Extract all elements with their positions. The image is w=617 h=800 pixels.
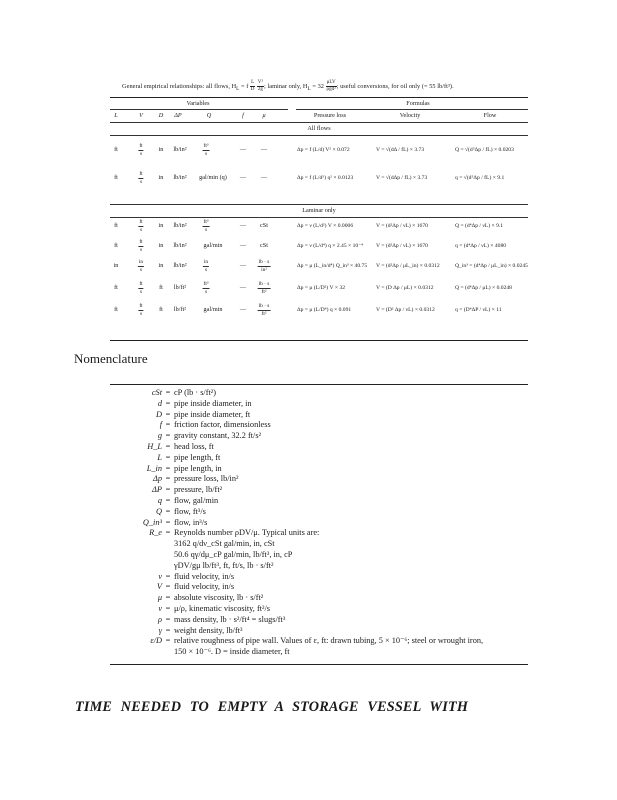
row-6-l: ft xyxy=(114,306,118,313)
row-2-mu: cSt xyxy=(260,222,268,229)
row-5-flow-formula: Q = (d⁴Δp / μL) × 0.0248 xyxy=(455,285,512,291)
caption-frac-2: $\frac{\text{V²}}{2g}$ xyxy=(257,80,264,92)
equals-sign: = xyxy=(165,593,171,603)
row-1-l: ft xyxy=(114,174,118,181)
row-5-dp: lb/ft² xyxy=(173,284,187,291)
nomenclature-definition: flow, in³/s xyxy=(174,517,208,527)
row-0-mu: — xyxy=(260,146,268,153)
row-5-d: ft xyxy=(159,284,163,291)
row-6-v: $\frac{ft}{s}$ xyxy=(139,303,143,317)
row-3-pressure-formula: Δp = ν (L/d⁴) q × 2.45 × 10⁻⁴ xyxy=(297,243,364,249)
nomenclature-symbol: ε/D xyxy=(150,636,162,646)
rule-formulas xyxy=(296,109,528,110)
row-4-f: — xyxy=(239,262,247,269)
row-2-l: ft xyxy=(114,222,118,229)
equals-sign: = xyxy=(165,409,171,419)
row-4-velocity-formula: V = (d²Δp / μL_in) × 0.0312 xyxy=(376,263,440,269)
rule-top xyxy=(110,97,528,98)
caption-sub-l: L xyxy=(236,86,240,93)
col-flow: Flow xyxy=(483,112,497,119)
row-2-velocity-formula: V = (d²Δp / νL) × 1670 xyxy=(376,223,428,229)
nomenclature-entry xyxy=(110,636,483,647)
col-q: Q xyxy=(206,112,212,119)
row-6-mu: $\frac{lb \cdot s}{\text{ft²}}$ xyxy=(258,303,270,317)
caption-frac-3: $\frac{\text{μLV}}{\text{ρgd²}}$ xyxy=(326,80,336,92)
rule-laminar xyxy=(110,217,528,218)
group-formulas: Formulas xyxy=(406,100,430,107)
nomenclature-entry xyxy=(110,410,250,421)
caption-suffix: ; useful conversions, for oil only (= 55 lb/ft³). xyxy=(336,82,454,90)
row-0-dp: lb/in² xyxy=(173,146,187,153)
nomenclature-entry xyxy=(110,539,275,550)
row-6-f: — xyxy=(239,306,247,313)
row-1-mu: — xyxy=(260,174,268,181)
nomenclature-symbol: D xyxy=(156,409,162,419)
nomenclature-entry xyxy=(110,420,271,431)
row-6-flow-formula: q = (D⁴ΔP / νL) × 11 xyxy=(455,307,502,313)
nomenclature-definition: 3162 q/dν_cSt gal/min, in, cSt xyxy=(174,539,275,549)
nomenclature-symbol: ν xyxy=(158,604,162,613)
nomenclature-definition: mass density, lb · s²/ft⁴ = slugs/ft³ xyxy=(174,614,286,624)
equals-sign: = xyxy=(165,582,171,592)
row-1-f: — xyxy=(239,174,247,181)
nomenclature-symbol: ΔP xyxy=(152,485,162,495)
nomenclature-symbol: q xyxy=(157,496,162,505)
section-all-flows: All flows xyxy=(307,125,331,132)
nomenclature-entry xyxy=(110,474,238,485)
table-caption xyxy=(122,80,454,93)
row-4-mu: $\frac{lb \cdot s}{\text{in²}}$ xyxy=(258,259,270,273)
col-l: L xyxy=(114,112,118,119)
row-3-mu: cSt xyxy=(260,242,268,249)
equals-sign: = xyxy=(165,517,171,527)
equals-sign: = xyxy=(165,506,171,516)
row-2-d: in xyxy=(158,222,164,229)
nomenclature-entry xyxy=(110,442,214,453)
group-variables: Variables xyxy=(186,100,210,107)
nomenclature-definition: head loss, ft xyxy=(174,442,214,451)
caption-frac-1: $\frac{L}{D}$ xyxy=(250,80,255,92)
row-5-l: ft xyxy=(114,284,118,291)
row-0-velocity-formula: V = √(dΔ / fL) × 3.73 xyxy=(376,147,425,153)
row-3-v: $\frac{ft}{s}$ xyxy=(139,239,143,253)
nomenclature-entry xyxy=(110,399,252,410)
nomenclature-symbol: v xyxy=(158,571,162,581)
nomenclature-definition: pressure, lb/ft² xyxy=(174,485,223,495)
row-4-v: $\frac{in}{s}$ xyxy=(138,259,144,273)
nomenclature-definition: flow, ft³/s xyxy=(174,506,206,516)
equals-sign: = xyxy=(165,388,171,397)
row-1-dp: lb/in² xyxy=(173,174,187,181)
row-0-pressure-formula: Δp = f (L/d) V² × 0.072 xyxy=(297,147,350,153)
row-3-q: gal/min xyxy=(203,242,223,249)
col-dp: ΔP xyxy=(174,112,182,119)
section-laminar-only: Laminar only xyxy=(302,207,336,214)
nomenclature-entry xyxy=(110,572,234,583)
row-0-flow-formula: Q = √(d⁵Δp / fL) × 0.0203 xyxy=(455,147,514,153)
row-6-pressure-formula: Δp = μ (L/D⁴) q × 0.091 xyxy=(297,307,352,313)
row-0-l: ft xyxy=(114,146,118,153)
col-velocity: Velocity xyxy=(399,112,421,119)
nomenclature-symbol: L xyxy=(157,452,162,462)
nomenclature-definition: weight density, lb/ft³ xyxy=(174,625,243,635)
nomenclature-symbol: cSt xyxy=(151,388,162,397)
row-3-f: — xyxy=(239,242,247,249)
equals-sign: = xyxy=(165,604,171,613)
row-0-q: $\frac{\text{ft³}}{s}$ xyxy=(203,143,209,157)
nomenclature-entry xyxy=(110,388,216,399)
nomenclature-image xyxy=(110,384,528,666)
row-1-q: gal/min (q) xyxy=(199,174,227,181)
rule-bottom xyxy=(110,340,528,341)
row-1-flow-formula: q = √(d⁵Δp / fL) × 9.1 xyxy=(455,175,505,181)
nomenclature-definition: pipe inside diameter, ft xyxy=(174,409,251,419)
nomen-rule-top xyxy=(110,384,528,385)
col-f: f xyxy=(242,112,244,119)
row-6-velocity-formula: V = (D² Δp / νL) × 0.0312 xyxy=(376,307,435,313)
equals-sign: = xyxy=(165,528,171,538)
row-4-flow-formula: Q_in³ = (d⁴Δp / μL_in) × 0.0245 xyxy=(455,263,528,269)
nomenclature-entry xyxy=(110,453,220,464)
equals-sign: = xyxy=(165,625,171,635)
col-d: D xyxy=(158,112,164,119)
nomenclature-entry xyxy=(110,431,261,442)
equals-sign: = xyxy=(165,463,171,473)
nomenclature-definition: pipe length, in xyxy=(174,463,222,473)
row-3-l: ft xyxy=(114,242,118,249)
nomenclature-definition: relative roughness of pipe wall. Values of ε, ft: drawn tubing, 5 × 10⁻⁶; steel or wrought iron, xyxy=(174,636,484,646)
nomenclature-symbol: Q_in³ xyxy=(142,517,162,527)
caption-sub-l-2: L xyxy=(307,86,311,93)
nomenclature-definition: flow, gal/min xyxy=(174,496,219,505)
nomenclature-entry xyxy=(110,507,206,518)
nomenclature-symbol: μ xyxy=(157,593,162,603)
row-0-f: — xyxy=(239,146,247,153)
equals-sign: = xyxy=(165,636,171,646)
caption-prefix: General empirical relationships: all flows, H xyxy=(122,82,237,90)
nomenclature-definition: 150 × 10⁻⁶. D = inside diameter, ft xyxy=(174,647,290,657)
nomenclature-definition: fluid velocity, in/s xyxy=(174,571,235,581)
row-2-dp: lb/in² xyxy=(173,222,187,229)
equals-sign: = xyxy=(165,485,171,495)
row-5-v: $\frac{ft}{s}$ xyxy=(139,281,143,295)
row-0-v: $\frac{ft}{s}$ xyxy=(139,143,143,157)
rule-laminar-top xyxy=(110,204,528,205)
row-5-pressure-formula: Δp = μ (L/D²) V × 32 xyxy=(297,285,346,291)
nomenclature-entry xyxy=(110,615,285,626)
row-5-mu: $\frac{lb \cdot s}{\text{ft²}}$ xyxy=(258,281,270,295)
nomenclature-entry xyxy=(110,626,243,637)
row-1-v: $\frac{ft}{s}$ xyxy=(139,171,143,185)
row-1-velocity-formula: V = √(dΔp / fL) × 3.73 xyxy=(376,175,428,181)
nomenclature-definition: cP (lb · s/ft²) xyxy=(174,388,217,397)
nomenclature-definition: pipe length, ft xyxy=(174,452,221,462)
nomenclature-definition: friction factor, dimensionless xyxy=(174,420,271,430)
nomenclature-definition: gravity constant, 32.2 ft/s² xyxy=(174,431,262,441)
row-6-d: ft xyxy=(159,306,163,313)
nomenclature-entry xyxy=(110,496,218,507)
equals-sign: = xyxy=(165,420,171,430)
col-v: V xyxy=(139,112,143,119)
row-3-flow-formula: q = (d⁴Δp / νL) × 4080 xyxy=(455,243,507,249)
nomenclature-definition: Reynolds number ρDV/μ. Typical units are: xyxy=(174,528,320,538)
formula-table-image xyxy=(110,70,528,342)
equals-sign: = xyxy=(165,442,171,451)
row-6-dp: lb/ft² xyxy=(173,306,187,313)
nomenclature-symbol: Δp xyxy=(152,474,162,484)
nomenclature-entry xyxy=(110,561,274,572)
rule-header-bottom xyxy=(110,122,528,123)
row-2-q: $\frac{\text{ft³}}{s}$ xyxy=(203,219,209,233)
nomen-rule-bottom xyxy=(110,664,528,665)
row-4-dp: lb/in² xyxy=(173,262,187,269)
equals-sign: = xyxy=(165,496,171,505)
row-5-velocity-formula: V = (D Δp / μL) × 0.0312 xyxy=(376,285,434,291)
col-mu: μ xyxy=(262,112,266,119)
row-2-flow-formula: Q = (d⁴Δp / νL) × 9.1 xyxy=(455,223,504,229)
equals-sign: = xyxy=(165,571,171,581)
nomenclature-definition: absolute viscosity, lb · s/ft² xyxy=(174,593,264,603)
nomenclature-symbol: R_e xyxy=(149,528,162,538)
equals-sign: = xyxy=(165,398,171,408)
nomenclature-definition: pipe inside diameter, in xyxy=(174,398,252,408)
row-1-pressure-formula: Δp = f (L/d⁵) q² × 0.0123 xyxy=(297,175,354,181)
nomenclature-definition: fluid velocity, in/s xyxy=(174,582,235,592)
row-2-f: — xyxy=(239,222,247,229)
nomenclature-definition: μ/ρ, kinematic viscosity, ft²/s xyxy=(174,604,271,613)
equals-sign: = xyxy=(165,452,171,462)
nomenclature-entry xyxy=(110,464,222,475)
nomenclature-definition: 50.6 qγ/dμ_cP gal/min, lb/ft³, in, cP xyxy=(174,550,293,559)
nomenclature-symbol: H_L xyxy=(147,442,162,451)
nomenclature-symbol: d xyxy=(157,398,162,408)
nomenclature-entry xyxy=(110,604,270,615)
caption-eq-f: = f xyxy=(239,82,249,90)
nomenclature-symbol: Q xyxy=(156,506,162,516)
rule-all-flows xyxy=(110,135,528,136)
nomenclature-symbol: ρ xyxy=(158,614,162,624)
nomenclature-entry xyxy=(110,647,290,658)
row-4-pressure-formula: Δp = μ (L_in/d⁴) Q_in³ × 40.75 xyxy=(297,263,368,269)
nomenclature-entry xyxy=(110,485,222,496)
nomenclature-entry xyxy=(110,550,292,561)
row-3-velocity-formula: V = (d²Δp / νL) × 1670 xyxy=(376,243,428,249)
nomenclature-entry xyxy=(110,593,263,604)
nomenclature-entry xyxy=(110,582,234,593)
col-pressure-loss: Pressure loss xyxy=(313,112,347,119)
caption-eq-32: = 32 xyxy=(310,82,324,90)
row-5-f: — xyxy=(239,284,247,291)
equals-sign: = xyxy=(165,614,171,624)
nomenclature-definition: γDV/gμ lb/ft³, ft, ft/s, lb · s/ft² xyxy=(174,560,274,570)
row-2-v: $\frac{ft}{s}$ xyxy=(139,219,143,233)
row-4-l: in xyxy=(113,262,119,269)
row-6-q: gal/min xyxy=(203,306,223,313)
rule-variables xyxy=(110,109,288,110)
row-4-d: in xyxy=(158,262,164,269)
section-title: TIME NEEDED TO EMPTY A STORAGE VESSEL WITH xyxy=(75,699,469,715)
row-0-d: in xyxy=(158,146,164,153)
nomenclature-symbol: L_in xyxy=(146,463,162,473)
nomenclature-symbol: g xyxy=(157,431,162,441)
row-2-pressure-formula: Δp = ν (L/d²) V × 0.0006 xyxy=(297,223,354,229)
row-3-dp: lb/in² xyxy=(173,242,187,249)
row-3-d: in xyxy=(158,242,164,249)
row-5-q: $\frac{\text{ft³}}{s}$ xyxy=(203,281,209,295)
nomenclature-entry xyxy=(110,518,207,529)
nomenclature-definition: pressure loss, lb/in² xyxy=(174,474,239,484)
nomenclature-entry xyxy=(110,528,319,539)
nomenclature-symbol: γ xyxy=(158,625,162,635)
nomenclature-heading: Nomenclature xyxy=(74,351,148,366)
nomenclature-symbol: f xyxy=(159,420,162,430)
nomenclature-symbol: V xyxy=(156,582,162,592)
equals-sign: = xyxy=(165,474,171,484)
caption-mid: ; laminar only, H xyxy=(264,82,308,90)
equals-sign: = xyxy=(165,431,171,441)
row-1-d: in xyxy=(158,174,164,181)
row-4-q: $\frac{in}{s}$ xyxy=(203,259,209,273)
